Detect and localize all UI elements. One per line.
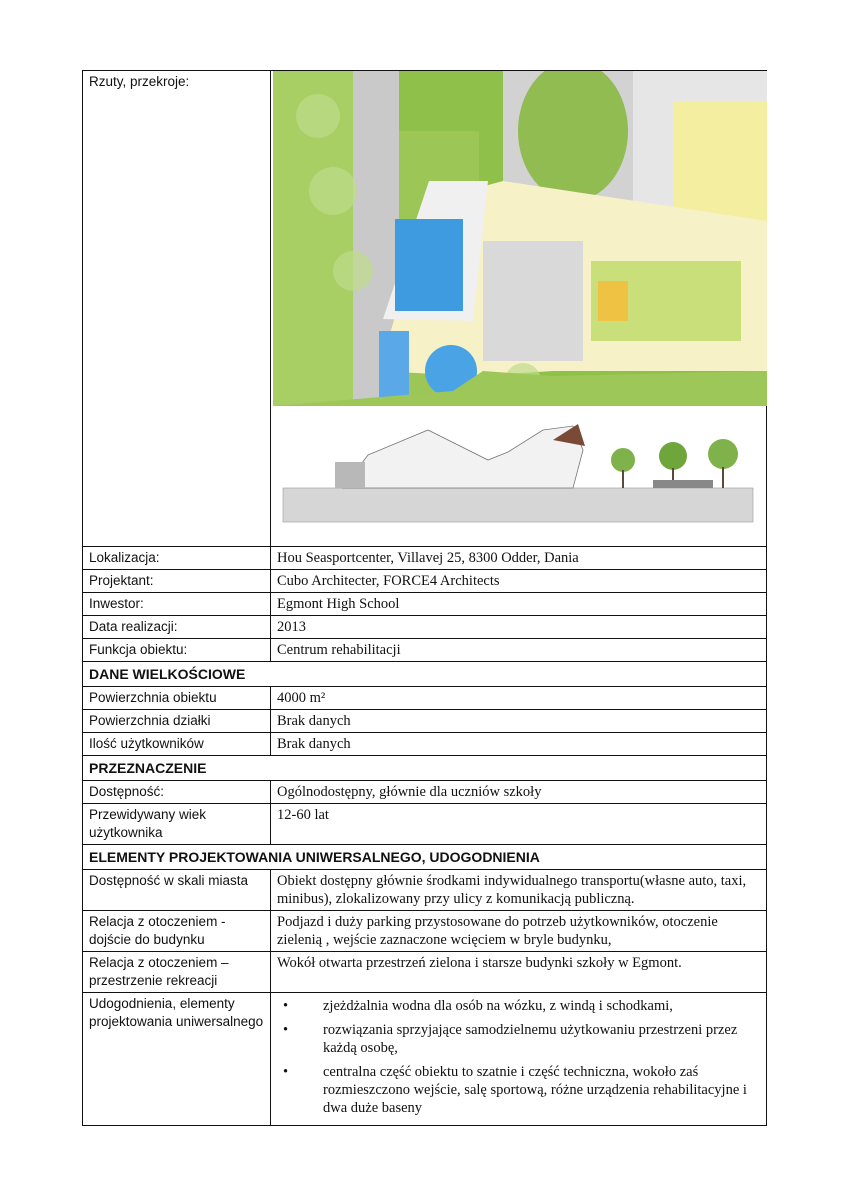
label-wiek: Przewidywany wiek użytkownika: [83, 804, 271, 845]
row-data-realizacji: [83, 616, 767, 639]
section-heading: PRZEZNACZENIE: [83, 756, 767, 781]
row-inwestor: [83, 593, 767, 616]
list-item-text: zjeżdżalnia wodna dla osób na wózku, z windą i schodkami,: [323, 998, 673, 1014]
images-cell: [271, 71, 767, 547]
row-dojscie: [83, 911, 767, 952]
row-udogodnienia: [83, 993, 767, 1126]
row-funkcja: [83, 639, 767, 662]
list-item-text: rozwiązania sprzyjające samodzielnemu użytkowaniu przestrzeni przez każdą osobę,: [323, 1022, 738, 1056]
value-wiek: 12-60 lat: [271, 804, 767, 845]
label-projektant: Projektant:: [83, 570, 271, 593]
row-lokalizacja: [83, 547, 767, 570]
label-powierzchnia-dzialki: Powierzchnia działki: [83, 710, 271, 733]
value-ilosc-uzytkownikow: Brak danych: [271, 733, 767, 756]
value-skala-miasta: Obiekt dostępny głównie środkami indywidualnego transportu(własne auto, taxi, minibus), zlokalizowany przy ulicy z komunikacją publiczną.: [271, 870, 767, 911]
label-powierzchnia-obiektu: Powierzchnia obiektu: [83, 687, 271, 710]
section-przeznaczenie: [83, 756, 767, 781]
project-table: [82, 70, 767, 1126]
section-elementy: [83, 845, 767, 870]
label-dostepnosc: Dostępność:: [83, 781, 271, 804]
label-lokalizacja: Lokalizacja:: [83, 547, 271, 570]
row-dostepnosc: [83, 781, 767, 804]
value-projektant: Cubo Architecter, FORCE4 Architects: [271, 570, 767, 593]
row-ilosc-uzytkownikow: [83, 733, 767, 756]
list-item: [277, 997, 760, 1015]
bullet-icon: •: [283, 1064, 289, 1080]
row-powierzchnia-obiektu: [83, 687, 767, 710]
value-lokalizacja: Hou Seasportcenter, Villavej 25, 8300 Odder, Dania: [271, 547, 767, 570]
label-udogodnienia: Udogodnienia, elementy projektowania uniwersalnego: [83, 993, 271, 1126]
list-item: [277, 1021, 760, 1057]
site-plan-image: [273, 71, 767, 406]
label-funkcja: Funkcja obiektu:: [83, 639, 271, 662]
section-dane: [83, 662, 767, 687]
bullet-icon: •: [283, 1022, 289, 1038]
value-inwestor: Egmont High School: [271, 593, 767, 616]
value-dostepnosc: Ogólnodostępny, głównie dla uczniów szkoły: [271, 781, 767, 804]
section-heading: ELEMENTY PROJEKTOWANIA UNIWERSALNEGO, UDOGODNIENIA: [83, 845, 767, 870]
amenities-list: [277, 997, 760, 1117]
value-udogodnienia: [271, 993, 767, 1126]
value-powierzchnia-obiektu: 4000 m²: [271, 687, 767, 710]
section-image: [273, 410, 767, 545]
value-funkcja: Centrum rehabilitacji: [271, 639, 767, 662]
value-rekreacja: Wokół otwarta przestrzeń zielona i starsze budynki szkoły w Egmont.: [271, 952, 767, 993]
row-projektant: [83, 570, 767, 593]
label-data-realizacji: Data realizacji:: [83, 616, 271, 639]
label-inwestor: Inwestor:: [83, 593, 271, 616]
value-data-realizacji: 2013: [271, 616, 767, 639]
images-label: Rzuty, przekroje:: [83, 71, 271, 547]
label-rekreacja: Relacja z otoczeniem – przestrzenie rekreacji: [83, 952, 271, 993]
info-sheet: [82, 70, 767, 1126]
section-heading: DANE WIELKOŚCIOWE: [83, 662, 767, 687]
value-powierzchnia-dzialki: Brak danych: [271, 710, 767, 733]
label-ilosc-uzytkownikow: Ilość użytkowników: [83, 733, 271, 756]
list-item: [277, 1063, 760, 1117]
label-skala-miasta: Dostępność w skali miasta: [83, 870, 271, 911]
label-dojscie: Relacja z otoczeniem - dojście do budynku: [83, 911, 271, 952]
row-rekreacja: [83, 952, 767, 993]
bullet-icon: •: [283, 998, 289, 1014]
row-powierzchnia-dzialki: [83, 710, 767, 733]
value-dojscie: Podjazd i duży parking przystosowane do potrzeb użytkowników, otoczenie zielenią , wejście zaznaczone wcięciem w bryle budynku,: [271, 911, 767, 952]
row-skala-miasta: [83, 870, 767, 911]
row-wiek: [83, 804, 767, 845]
list-item-text: centralna część obiektu to szatnie i część techniczna, wokoło zaś rozmieszczono wejście, salę sportową, różne urządzenia rehabilitacyjne i dwa duże baseny: [323, 1064, 747, 1116]
